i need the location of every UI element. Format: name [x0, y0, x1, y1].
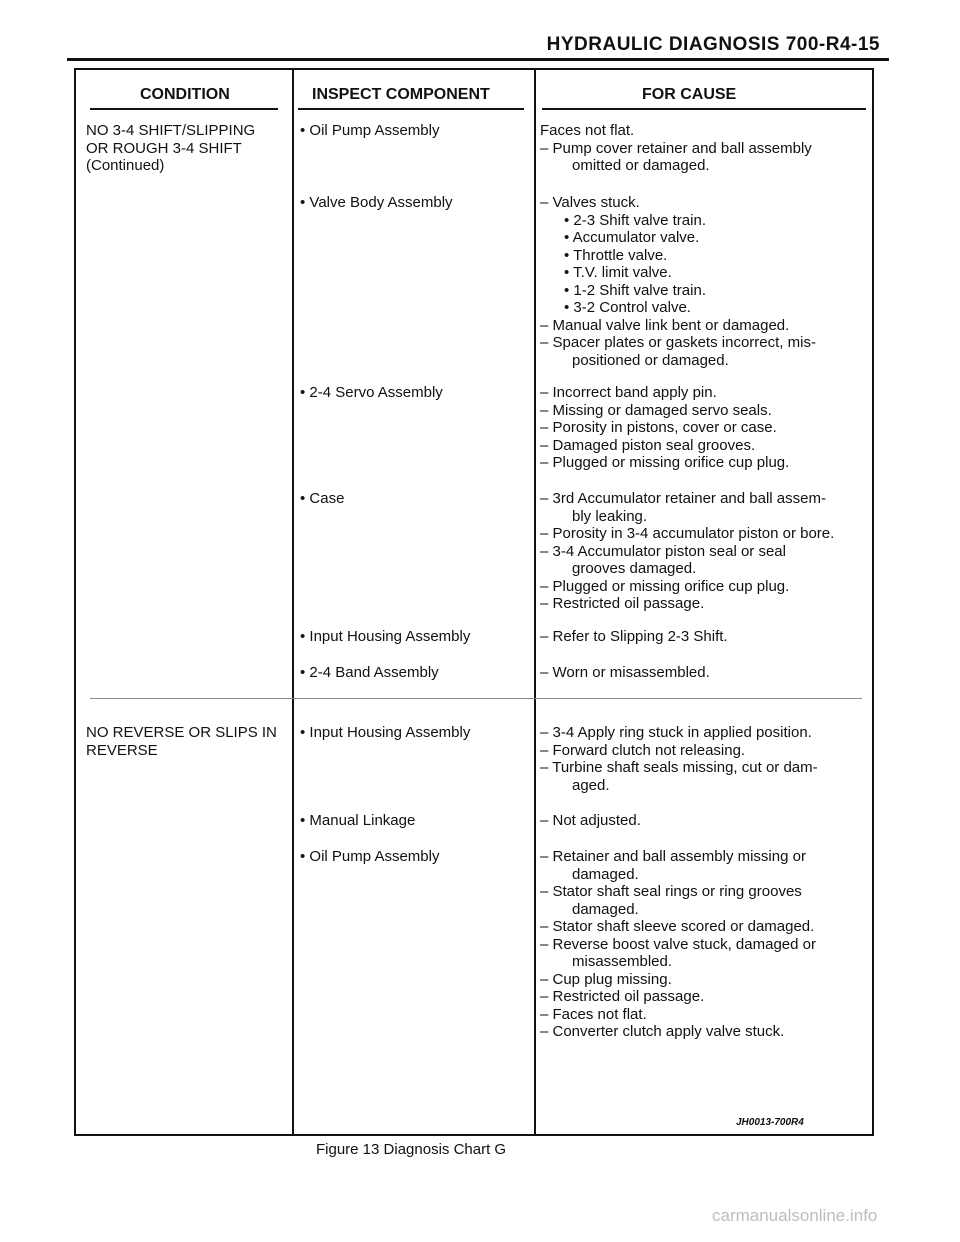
component-item: • Valve Body Assembly — [300, 194, 530, 212]
column-header-component: INSPECT COMPONENT — [312, 86, 490, 103]
cause-line: – Porosity in pistons, cover or case. — [540, 419, 777, 436]
condition-line: REVERSE — [86, 741, 158, 759]
component-item: • Input Housing Assembly — [300, 724, 530, 742]
cause-line: – Valves stuck. — [540, 194, 640, 211]
component-item: • 2-4 Band Assembly — [300, 664, 530, 682]
cause-line: bly leaking. — [572, 507, 648, 525]
condition-cell — [86, 724, 286, 759]
figure-code: JH0013-700R4 — [736, 1117, 804, 1128]
cause-list — [540, 490, 870, 613]
cause-line: – Stator shaft sleeve scored or damaged. — [540, 918, 815, 935]
column-header-cause: FOR CAUSE — [642, 86, 737, 103]
cause-list — [540, 194, 870, 369]
cause-line: – Plugged or missing orifice cup plug. — [540, 577, 790, 595]
page-header-title: HYDRAULIC DIAGNOSIS 700-R4-15 — [546, 34, 880, 55]
cause-line: • 2-3 Shift valve train. — [564, 211, 706, 229]
header-rule — [67, 58, 889, 61]
cause-line: – Plugged or missing orifice cup plug. — [540, 454, 790, 471]
column-divider — [292, 70, 294, 1134]
cause-line: – Refer to Slipping 2-3 Shift. — [540, 628, 728, 645]
cause-line: – 3rd Accumulator retainer and ball assem- — [540, 490, 826, 507]
column-divider — [534, 70, 536, 1134]
cause-line: positioned or damaged. — [572, 351, 729, 369]
watermark-text: carmanualsonline.info — [712, 1206, 878, 1225]
cause-list — [540, 812, 870, 830]
cause-line: – Missing or damaged servo seals. — [540, 401, 772, 419]
cause-line: omitted or damaged. — [572, 157, 710, 174]
component-item: • 2-4 Servo Assembly — [300, 384, 530, 402]
cause-line: – Incorrect band apply pin. — [540, 384, 717, 401]
condition-line: NO 3-4 SHIFT/SLIPPING — [86, 122, 256, 139]
condition-line: (Continued) — [86, 157, 165, 174]
cause-line: – Forward clutch not releasing. — [540, 741, 746, 759]
cause-list — [540, 122, 870, 175]
cause-list — [540, 724, 870, 794]
header-underline — [298, 108, 524, 110]
diagnosis-table — [74, 68, 874, 1136]
component-item: • Oil Pump Assembly — [300, 848, 530, 866]
cause-line: – Damaged piston seal grooves. — [540, 436, 756, 454]
condition-line: OR ROUGH 3-4 SHIFT — [86, 139, 242, 157]
condition-cell — [86, 122, 286, 175]
cause-line: – Turbine shaft seals missing, cut or dam- — [540, 759, 818, 776]
cause-line: – Reverse boost valve stuck, damaged or — [540, 935, 816, 953]
cause-line: – Stator shaft seal rings or ring grooves — [540, 883, 802, 900]
cause-line: damaged. — [572, 900, 639, 918]
cause-line: • 3-2 Control valve. — [564, 299, 691, 316]
column-header-condition: CONDITION — [140, 86, 230, 103]
cause-list — [540, 384, 870, 472]
header-underline — [542, 108, 866, 110]
cause-line: – 3-4 Apply ring stuck in applied position. — [540, 724, 812, 741]
cause-line: grooves damaged. — [572, 560, 697, 577]
cause-line: – Not adjusted. — [540, 812, 641, 829]
cause-line: • T.V. limit valve. — [564, 264, 672, 281]
cause-list — [540, 628, 870, 646]
cause-line: Faces not flat. — [540, 122, 635, 139]
cause-line: • Accumulator valve. — [564, 229, 700, 246]
cause-line: • 1-2 Shift valve train. — [564, 281, 706, 299]
component-item: • Case — [300, 490, 530, 508]
cause-line: • Throttle valve. — [564, 246, 668, 264]
figure-caption: Figure 13 Diagnosis Chart G — [316, 1141, 507, 1158]
cause-line: – Porosity in 3-4 accumulator piston or bore. — [540, 525, 835, 542]
cause-line: – Converter clutch apply valve stuck. — [540, 1023, 785, 1040]
component-item: • Oil Pump Assembly — [300, 122, 530, 140]
cause-line: – Cup plug missing. — [540, 970, 672, 988]
cause-line: – Retainer and ball assembly missing or — [540, 848, 806, 865]
cause-line: aged. — [572, 776, 610, 794]
cause-line: – Restricted oil passage. — [540, 595, 705, 612]
cause-list — [540, 848, 870, 1041]
cause-line: damaged. — [572, 865, 639, 883]
condition-line: NO REVERSE OR SLIPS IN — [86, 724, 277, 741]
cause-line: – Faces not flat. — [540, 1005, 647, 1023]
cause-line: – Restricted oil passage. — [540, 988, 705, 1005]
cause-line: – Spacer plates or gaskets incorrect, mis- — [540, 334, 816, 351]
row-divider — [90, 698, 862, 699]
header-underline — [90, 108, 278, 110]
cause-line: – 3-4 Accumulator piston seal or seal — [540, 542, 786, 560]
cause-line: – Pump cover retainer and ball assembly — [540, 139, 812, 157]
cause-line: – Manual valve link bent or damaged. — [540, 316, 790, 334]
cause-list — [540, 664, 870, 682]
cause-line: misassembled. — [572, 953, 673, 970]
component-item: • Input Housing Assembly — [300, 628, 530, 646]
cause-line: – Worn or misassembled. — [540, 664, 710, 681]
component-item: • Manual Linkage — [300, 812, 530, 830]
